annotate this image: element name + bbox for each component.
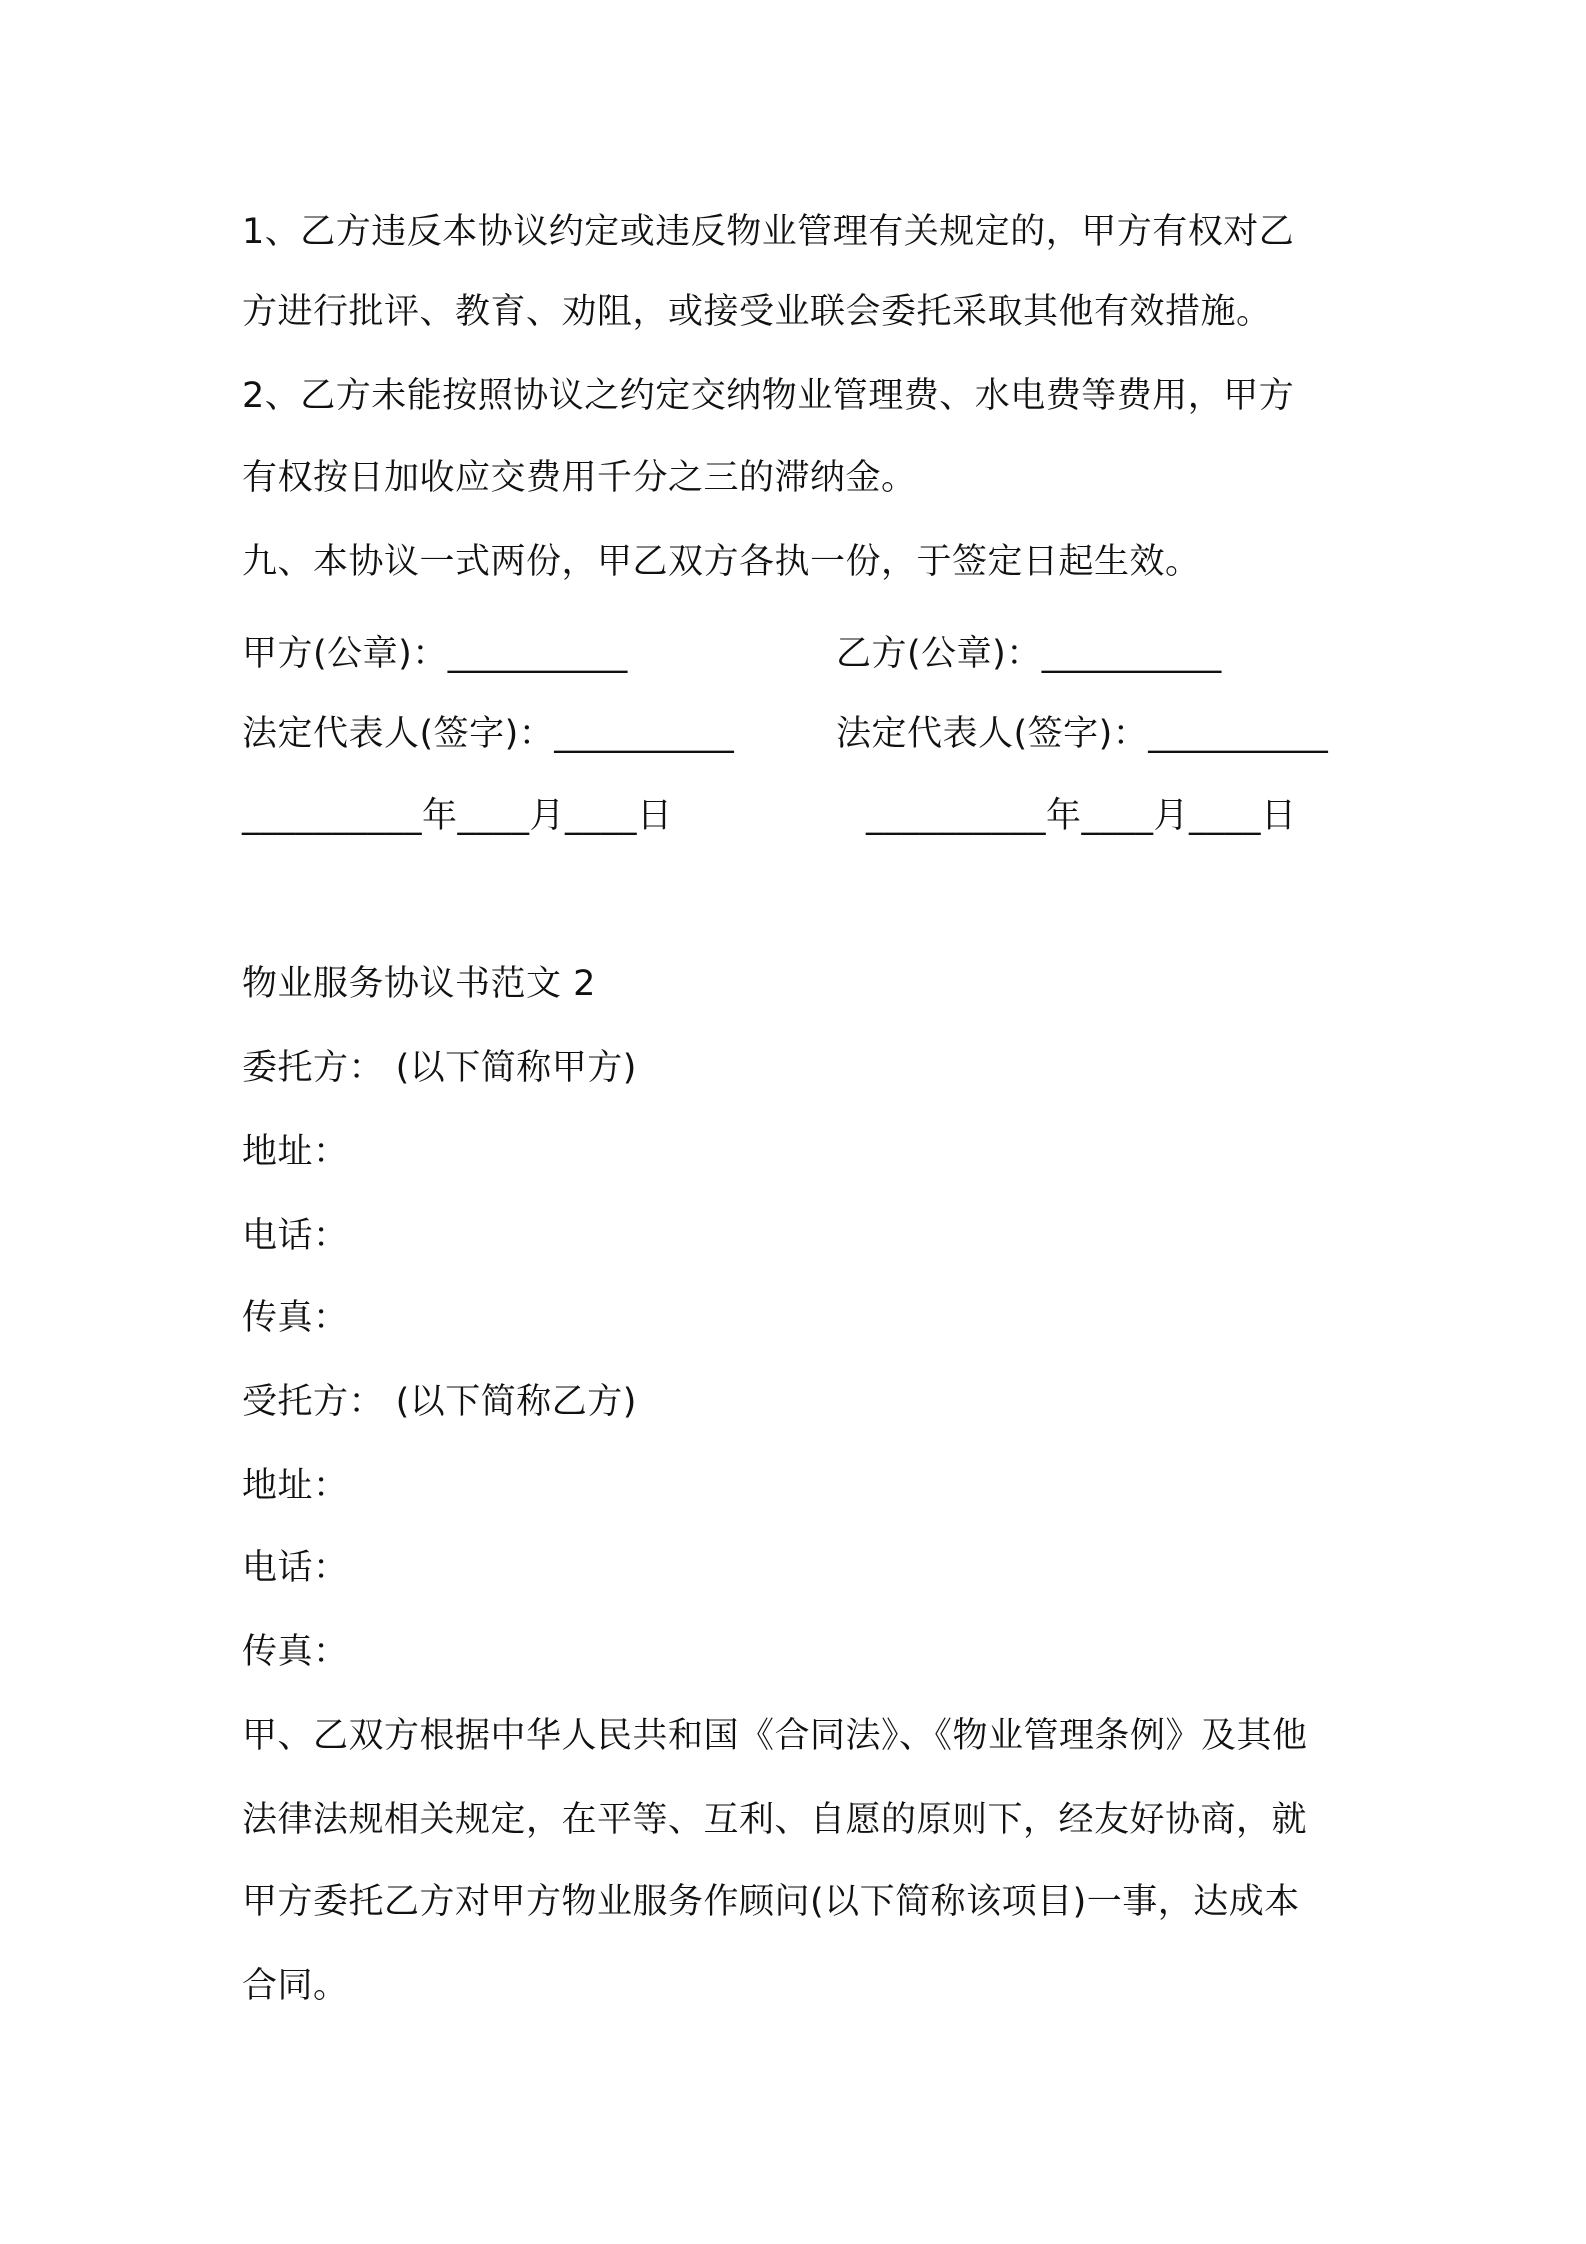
clause-1-line-1: 1、乙方违反本协议约定或违反物业管理有关规定的，甲方有权对乙 bbox=[242, 212, 1295, 252]
client-phone: 电话： bbox=[242, 1216, 349, 1256]
client-label: 委托方： (以下简称甲方) bbox=[242, 1048, 637, 1088]
party-a-seal: 甲方(公章)：__________ bbox=[242, 634, 628, 674]
party-b-date: __________年____月____日 bbox=[866, 796, 1297, 836]
client-fax: 传真： bbox=[242, 1298, 349, 1338]
party-b-representative: 法定代表人(签字)：__________ bbox=[836, 714, 1329, 754]
party-a-representative: 法定代表人(签字)：__________ bbox=[242, 714, 735, 754]
clause-2-line-2: 有权按日加收应交费用千分之三的滞纳金。 bbox=[242, 458, 917, 498]
clause-1-line-2: 方进行批评、教育、劝阻，或接受业联会委托采取其他有效措施。 bbox=[242, 292, 1272, 332]
preamble-line-3: 甲方委托乙方对甲方物业服务作顾问(以下简称该项目)一事，达成本 bbox=[242, 1882, 1300, 1922]
party-a-date: __________年____月____日 bbox=[242, 796, 673, 836]
agent-phone: 电话： bbox=[242, 1548, 349, 1588]
preamble-line-2: 法律法规相关规定，在平等、互利、自愿的原则下，经友好协商，就 bbox=[242, 1800, 1308, 1840]
preamble-line-1: 甲、乙双方根据中华人民共和国《合同法》、《物业管理条例》及其他 bbox=[242, 1716, 1308, 1756]
sample-2-title: 物业服务协议书范文 2 bbox=[242, 964, 596, 1004]
agent-fax: 传真： bbox=[242, 1632, 349, 1672]
client-address: 地址： bbox=[242, 1132, 349, 1172]
agent-address: 地址： bbox=[242, 1466, 349, 1506]
party-b-seal: 乙方(公章)：__________ bbox=[836, 634, 1222, 674]
article-9: 九、本协议一式两份，甲乙双方各执一份，于签定日起生效。 bbox=[242, 542, 1201, 582]
clause-2-line-1: 2、乙方未能按照协议之约定交纳物业管理费、水电费等费用，甲方 bbox=[242, 376, 1295, 416]
agent-label: 受托方： (以下简称乙方) bbox=[242, 1382, 637, 1422]
preamble-line-4: 合同。 bbox=[242, 1966, 349, 2006]
